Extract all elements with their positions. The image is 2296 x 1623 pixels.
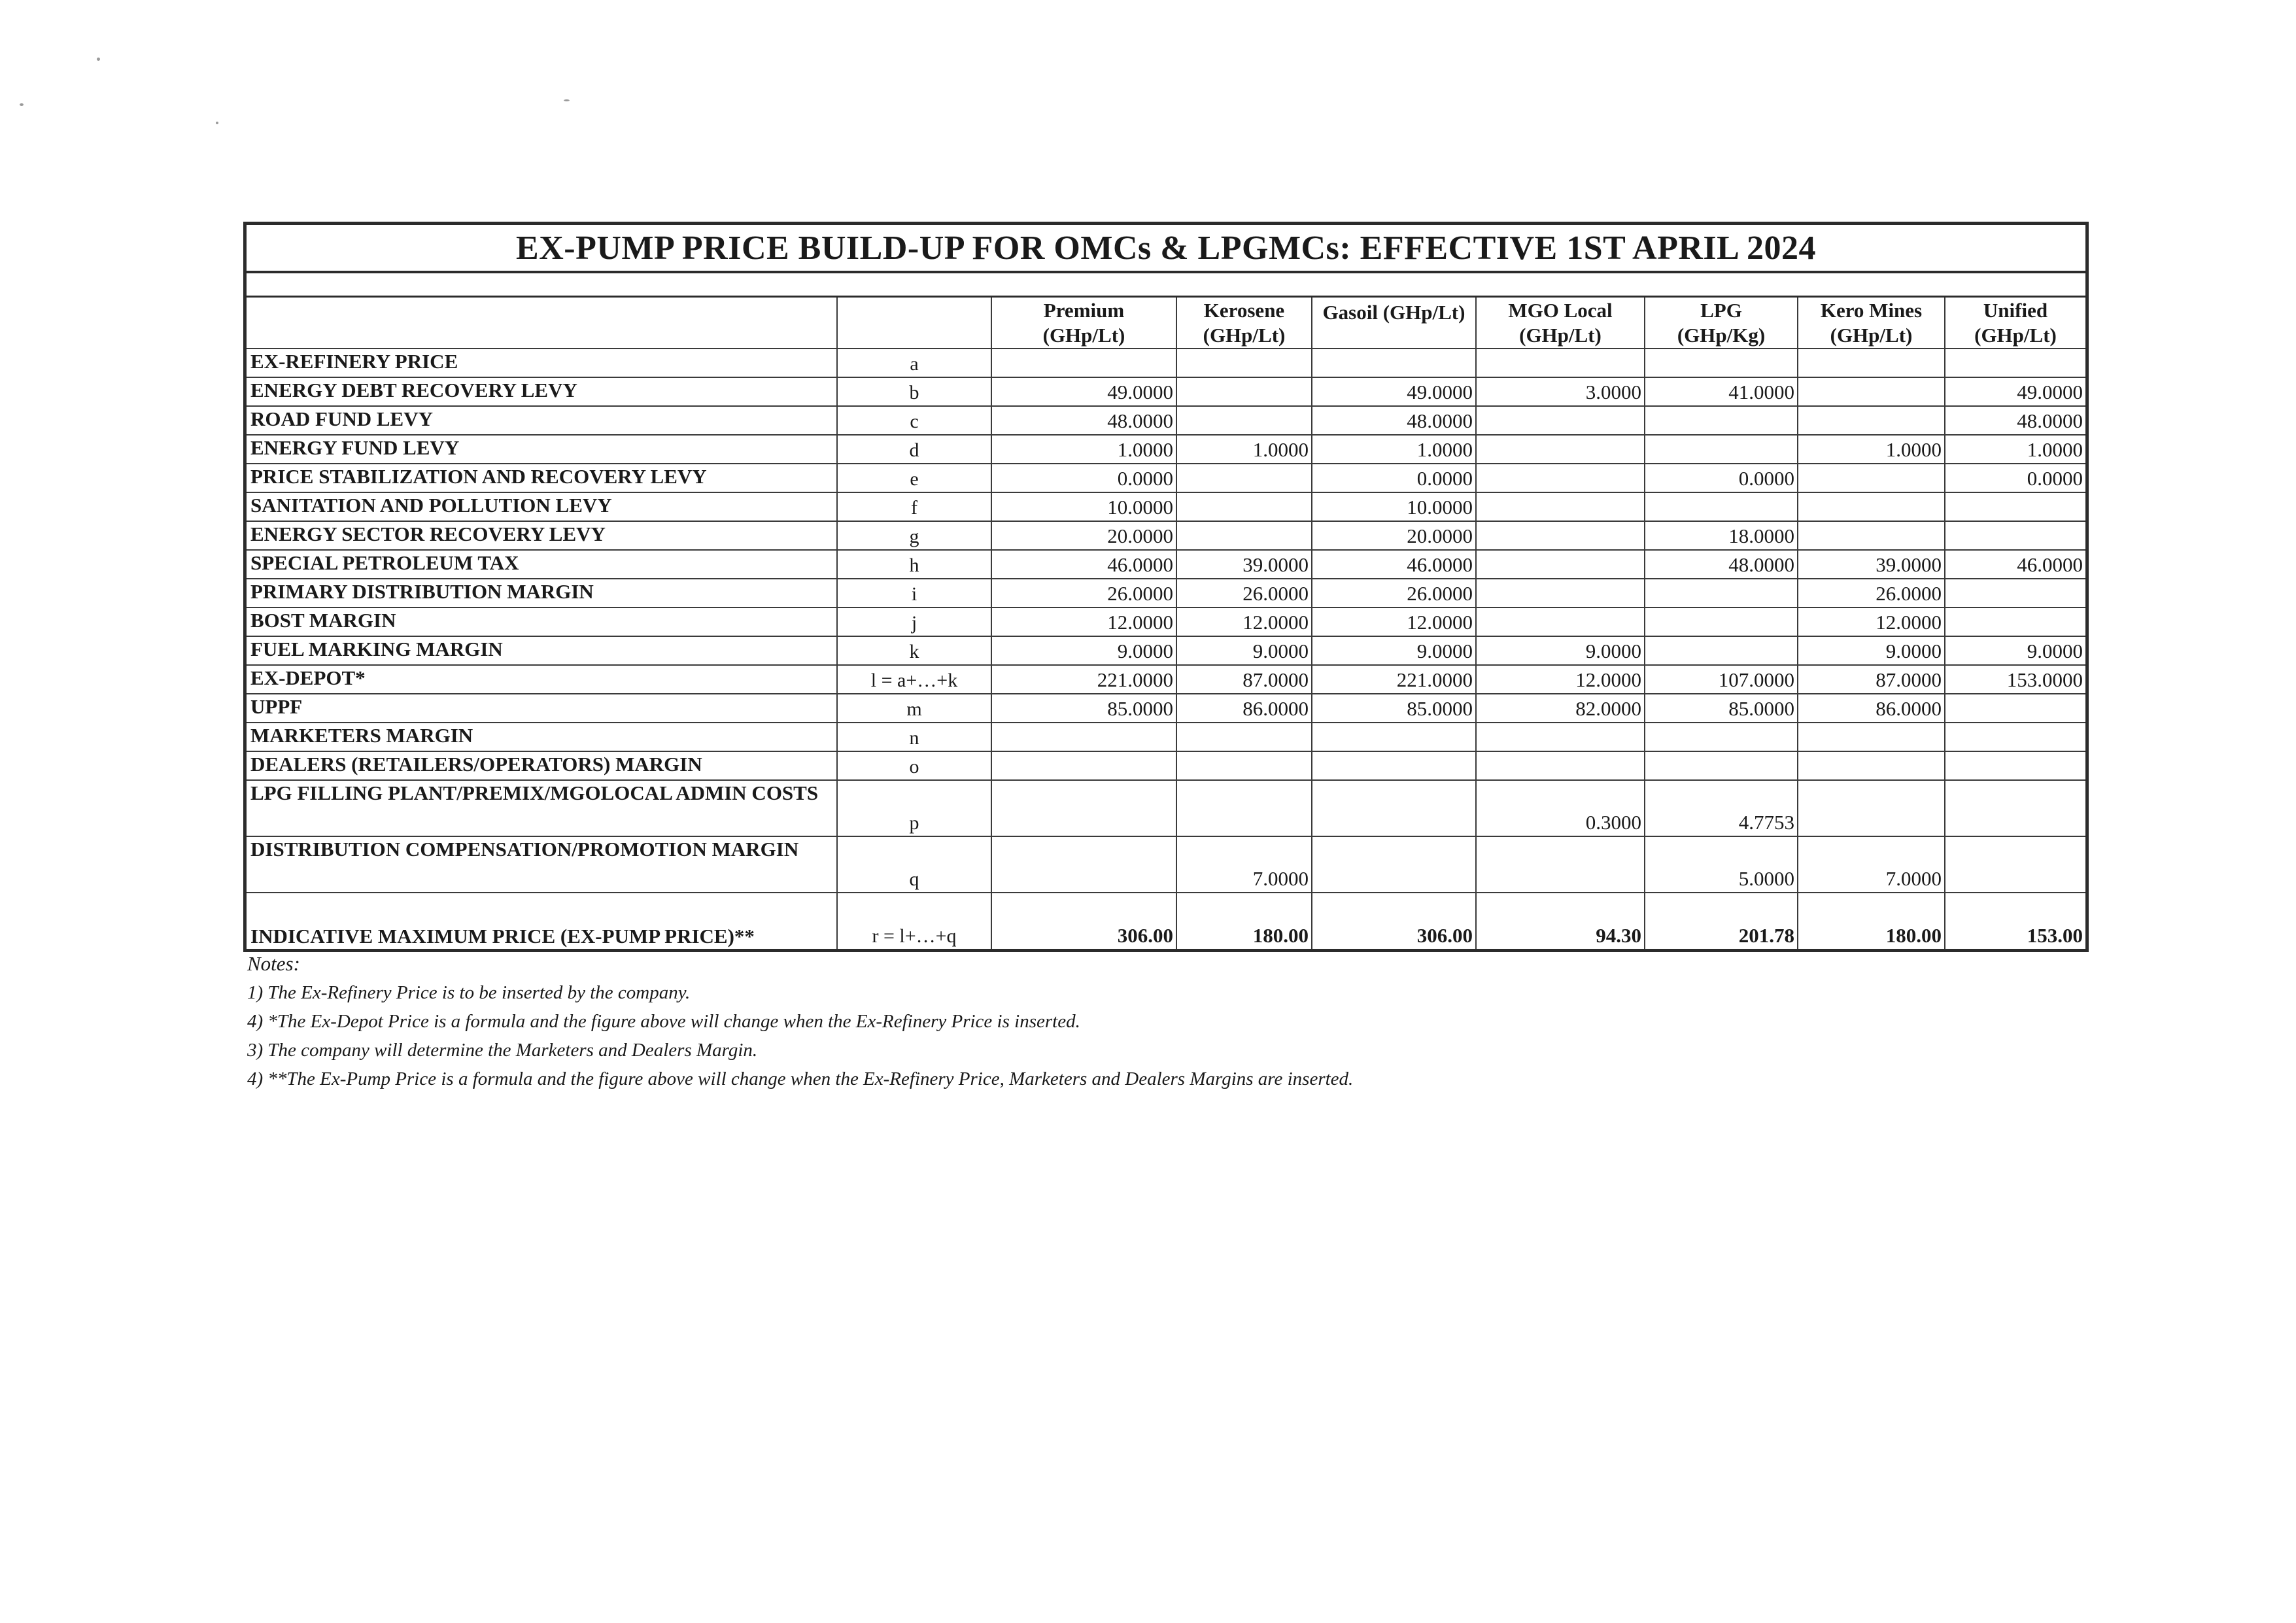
value-cell: 1.0000 bbox=[1945, 435, 2085, 464]
value-cell: 201.78 bbox=[1645, 893, 1798, 949]
column-header: Kero Mines (GHp/Lt) bbox=[1798, 298, 1945, 349]
value-cell: 39.0000 bbox=[1176, 550, 1312, 579]
value-cell bbox=[991, 836, 1176, 893]
table-row bbox=[247, 521, 2085, 550]
note-item: 4) **The Ex-Pump Price is a formula and the figure above will change when the Ex-Refinery Price, Marketers and Dealers Margins are inserted. bbox=[247, 1068, 1354, 1089]
header-row bbox=[247, 298, 2085, 349]
row-label: ENERGY FUND LEVY bbox=[247, 435, 837, 464]
value-cell bbox=[1476, 435, 1645, 464]
value-cell bbox=[1176, 464, 1312, 492]
value-cell bbox=[1798, 406, 1945, 435]
value-cell: 39.0000 bbox=[1798, 550, 1945, 579]
row-code: j bbox=[837, 607, 991, 636]
value-cell: 26.0000 bbox=[1176, 579, 1312, 607]
value-cell: 180.00 bbox=[1176, 893, 1312, 949]
value-cell bbox=[1798, 492, 1945, 521]
value-cell bbox=[1476, 492, 1645, 521]
row-code: e bbox=[837, 464, 991, 492]
value-cell: 9.0000 bbox=[1312, 636, 1476, 665]
value-cell: 153.0000 bbox=[1945, 665, 2085, 694]
column-header: Premium (GHp/Lt) bbox=[991, 298, 1176, 349]
row-code: d bbox=[837, 435, 991, 464]
row-code: n bbox=[837, 723, 991, 751]
value-cell: 1.0000 bbox=[991, 435, 1176, 464]
row-label: ENERGY DEBT RECOVERY LEVY bbox=[247, 377, 837, 406]
value-cell: 12.0000 bbox=[1476, 665, 1645, 694]
table-row bbox=[247, 636, 2085, 665]
row-code: q bbox=[837, 836, 991, 893]
value-cell bbox=[1798, 521, 1945, 550]
table-row bbox=[247, 435, 2085, 464]
row-code: o bbox=[837, 751, 991, 780]
column-header: Kerosene (GHp/Lt) bbox=[1176, 298, 1312, 349]
value-cell: 86.0000 bbox=[1176, 694, 1312, 723]
value-cell bbox=[1176, 377, 1312, 406]
value-cell: 12.0000 bbox=[1312, 607, 1476, 636]
row-label: PRICE STABILIZATION AND RECOVERY LEVY bbox=[247, 464, 837, 492]
value-cell: 46.0000 bbox=[1945, 550, 2085, 579]
row-label: BOST MARGIN bbox=[247, 607, 837, 636]
row-code: i bbox=[837, 579, 991, 607]
value-cell: 18.0000 bbox=[1645, 521, 1798, 550]
value-cell bbox=[1476, 406, 1645, 435]
table-row bbox=[247, 665, 2085, 694]
value-cell bbox=[991, 751, 1176, 780]
value-cell bbox=[1798, 780, 1945, 836]
value-cell: 85.0000 bbox=[991, 694, 1176, 723]
row-code: c bbox=[837, 406, 991, 435]
value-cell: 9.0000 bbox=[991, 636, 1176, 665]
value-cell bbox=[1645, 349, 1798, 377]
value-cell bbox=[1645, 751, 1798, 780]
row-label: PRIMARY DISTRIBUTION MARGIN bbox=[247, 579, 837, 607]
value-cell bbox=[1945, 492, 2085, 521]
value-cell: 26.0000 bbox=[1312, 579, 1476, 607]
price-table bbox=[247, 298, 2085, 949]
value-cell bbox=[1798, 751, 1945, 780]
value-cell: 85.0000 bbox=[1312, 694, 1476, 723]
row-code: b bbox=[837, 377, 991, 406]
notes-heading: Notes: bbox=[247, 952, 300, 975]
value-cell bbox=[1798, 377, 1945, 406]
value-cell: 12.0000 bbox=[991, 607, 1176, 636]
value-cell bbox=[1476, 607, 1645, 636]
value-cell bbox=[1176, 349, 1312, 377]
value-cell bbox=[1645, 723, 1798, 751]
note-item: 4) *The Ex-Depot Price is a formula and the figure above will change when the Ex-Refinery Price is inserted. bbox=[247, 1011, 1080, 1032]
value-cell bbox=[1476, 521, 1645, 550]
value-cell: 4.7753 bbox=[1645, 780, 1798, 836]
row-code: m bbox=[837, 694, 991, 723]
value-cell: 85.0000 bbox=[1645, 694, 1798, 723]
row-code: k bbox=[837, 636, 991, 665]
value-cell bbox=[1645, 492, 1798, 521]
value-cell bbox=[1176, 723, 1312, 751]
value-cell: 5.0000 bbox=[1645, 836, 1798, 893]
row-label: DISTRIBUTION COMPENSATION/PROMOTION MARGIN bbox=[247, 836, 837, 893]
value-cell bbox=[1312, 723, 1476, 751]
row-label: LPG FILLING PLANT/PREMIX/MGOLOCAL ADMIN COSTS bbox=[247, 780, 837, 836]
value-cell bbox=[1945, 723, 2085, 751]
value-cell: 3.0000 bbox=[1476, 377, 1645, 406]
value-cell bbox=[1312, 780, 1476, 836]
value-cell bbox=[1945, 521, 2085, 550]
row-code: f bbox=[837, 492, 991, 521]
value-cell: 12.0000 bbox=[1176, 607, 1312, 636]
value-cell: 0.0000 bbox=[991, 464, 1176, 492]
value-cell: 20.0000 bbox=[1312, 521, 1476, 550]
value-cell bbox=[1176, 521, 1312, 550]
blank-row bbox=[247, 273, 2085, 298]
value-cell bbox=[1945, 780, 2085, 836]
table-row bbox=[247, 836, 2085, 893]
row-label: SPECIAL PETROLEUM TAX bbox=[247, 550, 837, 579]
table-row bbox=[247, 349, 2085, 377]
value-cell: 9.0000 bbox=[1476, 636, 1645, 665]
table-row bbox=[247, 607, 2085, 636]
row-label: FUEL MARKING MARGIN bbox=[247, 636, 837, 665]
value-cell bbox=[1798, 349, 1945, 377]
code-column-header bbox=[837, 298, 991, 349]
table-row bbox=[247, 751, 2085, 780]
value-cell bbox=[1312, 349, 1476, 377]
value-cell bbox=[1798, 464, 1945, 492]
row-code: l = a+…+k bbox=[837, 665, 991, 694]
value-cell bbox=[991, 723, 1176, 751]
value-cell bbox=[991, 349, 1176, 377]
note-item: 1) The Ex-Refinery Price is to be inserted by the company. bbox=[247, 982, 691, 1003]
value-cell: 48.0000 bbox=[1645, 550, 1798, 579]
value-cell: 221.0000 bbox=[991, 665, 1176, 694]
table-row bbox=[247, 492, 2085, 521]
row-label: SANITATION AND POLLUTION LEVY bbox=[247, 492, 837, 521]
row-label: ROAD FUND LEVY bbox=[247, 406, 837, 435]
value-cell: 7.0000 bbox=[1798, 836, 1945, 893]
value-cell: 10.0000 bbox=[991, 492, 1176, 521]
value-cell bbox=[1645, 435, 1798, 464]
value-cell: 9.0000 bbox=[1176, 636, 1312, 665]
value-cell: 48.0000 bbox=[991, 406, 1176, 435]
row-code: r = l+…+q bbox=[837, 893, 991, 949]
value-cell: 49.0000 bbox=[1312, 377, 1476, 406]
value-cell bbox=[1176, 492, 1312, 521]
table-row bbox=[247, 694, 2085, 723]
value-cell: 9.0000 bbox=[1798, 636, 1945, 665]
note-item: 3) The company will determine the Marketers and Dealers Margin. bbox=[247, 1040, 758, 1061]
column-header: Unified (GHp/Lt) bbox=[1945, 298, 2085, 349]
value-cell bbox=[1476, 349, 1645, 377]
value-cell: 180.00 bbox=[1798, 893, 1945, 949]
table-row bbox=[247, 464, 2085, 492]
value-cell: 306.00 bbox=[991, 893, 1176, 949]
value-cell bbox=[1798, 723, 1945, 751]
row-code: p bbox=[837, 780, 991, 836]
scan-speck bbox=[97, 58, 100, 61]
value-cell bbox=[1945, 579, 2085, 607]
value-cell: 306.00 bbox=[1312, 893, 1476, 949]
value-cell: 20.0000 bbox=[991, 521, 1176, 550]
value-cell: 221.0000 bbox=[1312, 665, 1476, 694]
value-cell bbox=[1476, 723, 1645, 751]
scan-speck bbox=[20, 103, 24, 106]
notes-section bbox=[247, 949, 1353, 1093]
table-body bbox=[247, 349, 2085, 949]
value-cell bbox=[1176, 751, 1312, 780]
row-label: UPPF bbox=[247, 694, 837, 723]
value-cell: 1.0000 bbox=[1176, 435, 1312, 464]
row-label: ENERGY SECTOR RECOVERY LEVY bbox=[247, 521, 837, 550]
value-cell: 86.0000 bbox=[1798, 694, 1945, 723]
row-label: MARKETERS MARGIN bbox=[247, 723, 837, 751]
value-cell bbox=[1645, 607, 1798, 636]
value-cell: 1.0000 bbox=[1312, 435, 1476, 464]
value-cell bbox=[1176, 780, 1312, 836]
table-row bbox=[247, 406, 2085, 435]
value-cell: 12.0000 bbox=[1798, 607, 1945, 636]
value-cell: 48.0000 bbox=[1312, 406, 1476, 435]
value-cell bbox=[1945, 836, 2085, 893]
value-cell bbox=[1476, 751, 1645, 780]
price-buildup-sheet bbox=[243, 222, 2089, 952]
value-cell bbox=[1176, 406, 1312, 435]
value-cell: 87.0000 bbox=[1798, 665, 1945, 694]
value-cell: 49.0000 bbox=[1945, 377, 2085, 406]
value-cell bbox=[1945, 607, 2085, 636]
value-cell: 107.0000 bbox=[1645, 665, 1798, 694]
value-cell: 0.3000 bbox=[1476, 780, 1645, 836]
value-cell bbox=[1476, 464, 1645, 492]
value-cell: 153.00 bbox=[1945, 893, 2085, 949]
value-cell: 10.0000 bbox=[1312, 492, 1476, 521]
column-header: LPG (GHp/Kg) bbox=[1645, 298, 1798, 349]
table-row bbox=[247, 780, 2085, 836]
row-label: EX-DEPOT* bbox=[247, 665, 837, 694]
value-cell bbox=[1645, 406, 1798, 435]
row-code: g bbox=[837, 521, 991, 550]
table-row bbox=[247, 377, 2085, 406]
column-header: MGO Local (GHp/Lt) bbox=[1476, 298, 1645, 349]
total-row bbox=[247, 893, 2085, 949]
value-cell: 46.0000 bbox=[1312, 550, 1476, 579]
document-title: EX-PUMP PRICE BUILD-UP FOR OMCs & LPGMCs: EFFECTIVE 1ST APRIL 2024 bbox=[247, 225, 2085, 273]
value-cell bbox=[1645, 579, 1798, 607]
value-cell: 87.0000 bbox=[1176, 665, 1312, 694]
value-cell bbox=[1945, 349, 2085, 377]
value-cell: 49.0000 bbox=[991, 377, 1176, 406]
value-cell: 94.30 bbox=[1476, 893, 1645, 949]
scan-speck bbox=[564, 99, 570, 101]
row-label: EX-REFINERY PRICE bbox=[247, 349, 837, 377]
value-cell bbox=[1945, 694, 2085, 723]
value-cell: 1.0000 bbox=[1798, 435, 1945, 464]
table-row bbox=[247, 550, 2085, 579]
row-label: INDICATIVE MAXIMUM PRICE (EX-PUMP PRICE)** bbox=[247, 893, 837, 949]
value-cell: 0.0000 bbox=[1645, 464, 1798, 492]
value-cell: 9.0000 bbox=[1945, 636, 2085, 665]
row-label: DEALERS (RETAILERS/OPERATORS) MARGIN bbox=[247, 751, 837, 780]
value-cell: 46.0000 bbox=[991, 550, 1176, 579]
value-cell: 0.0000 bbox=[1312, 464, 1476, 492]
value-cell: 48.0000 bbox=[1945, 406, 2085, 435]
value-cell bbox=[1645, 636, 1798, 665]
value-cell bbox=[1312, 751, 1476, 780]
value-cell bbox=[1312, 836, 1476, 893]
value-cell bbox=[1476, 836, 1645, 893]
label-column-header bbox=[247, 298, 837, 349]
row-code: h bbox=[837, 550, 991, 579]
value-cell bbox=[991, 780, 1176, 836]
value-cell bbox=[1476, 579, 1645, 607]
value-cell: 82.0000 bbox=[1476, 694, 1645, 723]
value-cell bbox=[1476, 550, 1645, 579]
value-cell: 26.0000 bbox=[1798, 579, 1945, 607]
value-cell bbox=[1945, 751, 2085, 780]
column-header: Gasoil (GHp/Lt) bbox=[1312, 298, 1476, 349]
value-cell: 26.0000 bbox=[991, 579, 1176, 607]
row-code: a bbox=[837, 349, 991, 377]
table-row bbox=[247, 723, 2085, 751]
scan-speck bbox=[216, 122, 218, 124]
table-row bbox=[247, 579, 2085, 607]
value-cell: 41.0000 bbox=[1645, 377, 1798, 406]
value-cell: 7.0000 bbox=[1176, 836, 1312, 893]
value-cell: 0.0000 bbox=[1945, 464, 2085, 492]
